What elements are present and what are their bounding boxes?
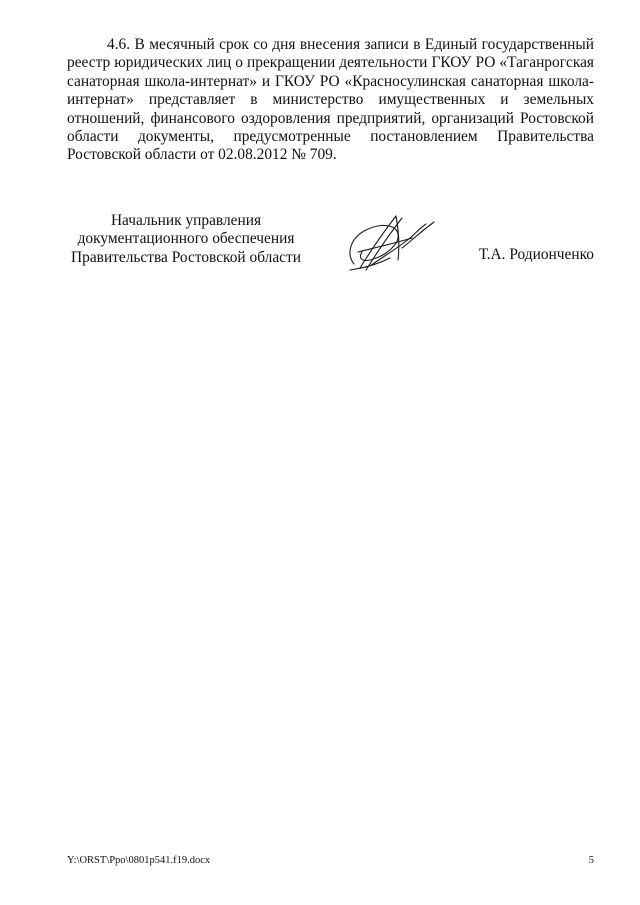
signer-title-line-1: Начальник управления bbox=[110, 212, 262, 229]
body-paragraph-4-6: 4.6. В месячный срок со дня внесения записи в Единый государственный реестр юридических лиц о прекращении деятельности ГКОУ РО «Таганрогская санаторная школа-интернат» и ГКОУ РО «Красносулинская санаторная школа-интернат» представляет в министерство имущественных и земельных отношений, финансового оздоровления предприятий, организаций Ростовской области документы, предусмотренные постановлением Правительства Ростовской области от 02.08.2012 № 709. bbox=[67, 36, 594, 164]
signer-title-line-2: документационного обеспечения bbox=[77, 230, 295, 248]
footer-file-path: Y:\ORST\Ppo\0801p541.f19.docx bbox=[67, 855, 211, 866]
page-number: 5 bbox=[588, 855, 594, 866]
signer-title-line-3: Правительства Ростовской области bbox=[71, 248, 301, 266]
signer-title bbox=[60, 212, 312, 267]
handwritten-signature bbox=[340, 208, 440, 278]
signer-name: Т.А. Родионченко bbox=[478, 246, 594, 263]
